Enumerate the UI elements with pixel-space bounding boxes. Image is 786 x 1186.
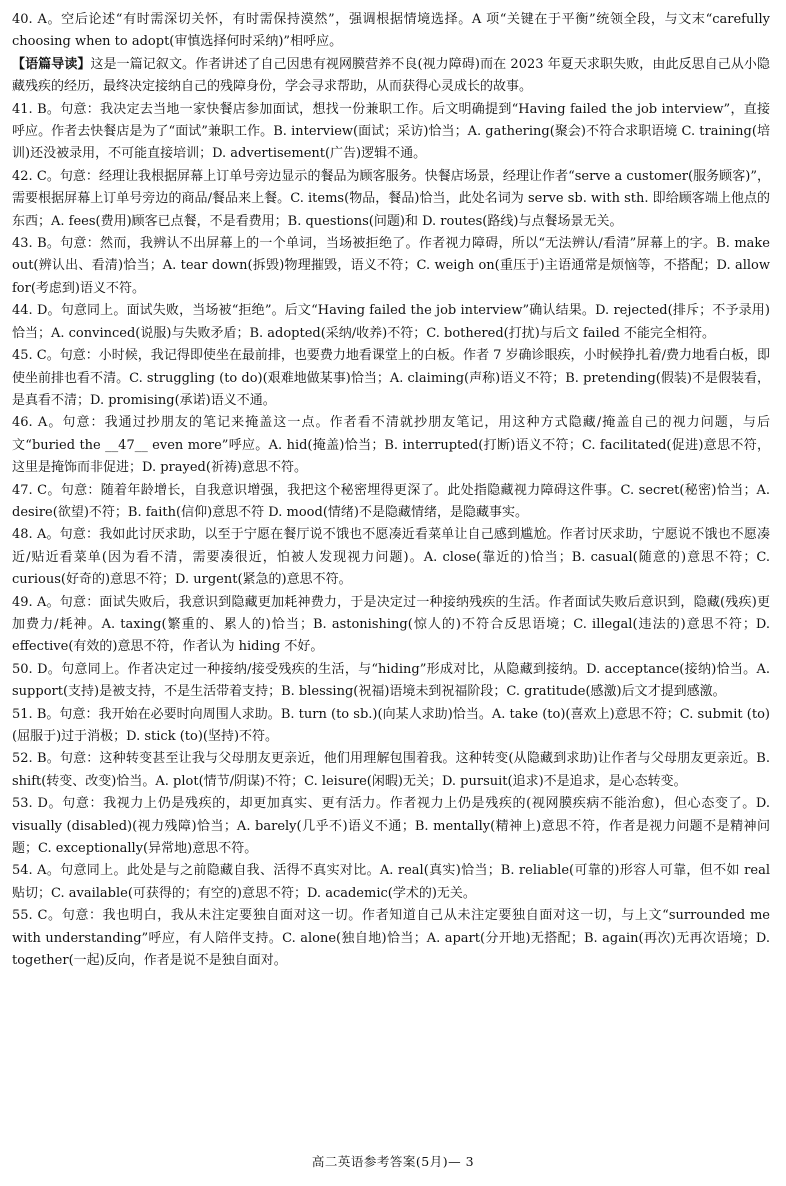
answer-41: 41. B。句意：我决定去当地一家快餐店参加面试，想找一份兼职工作。后文明确提到“Having failed the job interview”，直接呼应。作者去快餐店是为了“面试”兼职工作。B. interview(面试；采访)恰当；A. gathering(聚会)不符合求职语境 C. training(培训)还没被录用，不可能直接培训；D. advertisement(广告)逻辑不通。 [12,101,770,162]
answer-40: 40. A。空后论述“有时需深切关怀，有时需保持漠然”，强调根据情境选择。A 项“关键在于平衡”统领全段，与文末“carefully choosing when to adopt(审慎选择何时采纳)”相呼应。 [12,12,770,50]
answer-43: 43. B。句意：然而，我辨认不出屏幕上的一个单词，当场被拒绝了。作者视力障碍，所以“无法辨认/看清”屏幕上的字。B. make out(辨认出、看清)恰当；A. tear down(拆毁)物理摧毁，语义不符；C. weigh on(重压于)主语通常是烦恼等，不搭配；D. allow for(考虑到)语义不符。 [12,236,770,296]
answer-54: 54. A。句意同上。此处是与之前隐藏自我、活得不真实对比。A. real(真实)恰当；B. reliable(可靠的)形容人可靠，但不如 real 贴切；C. available(可获得的；有空的)意思不符；D. academic(学术的)无关。 [12,863,770,901]
guide-text: 这是一篇记叙文。作者讲述了自己因患有视网膜营养不良(视力障碍)而在 2023 年夏天求职失败，由此反思自己从小隐藏残疾的经历，最终决定接纳自己的残障身份，学会寻求帮助，从而获得心灵成长的故事。 [12,56,770,95]
answer-52: 52. B。句意：这种转变甚至让我与父母朋友更亲近，他们用理解包围着我。这种转变(从隐藏到求助)让作者与父母朋友更亲近。B. shift(转变、改变)恰当。A. plot(情节/阴谋)不符；C. leisure(闲暇)无关；D. pursuit(追求)不是追求，是心态转变。 [12,751,770,789]
answer-46: 46. A。句意：我通过抄朋友的笔记来掩盖这一点。作者看不清就抄朋友笔记，用这种方式隐藏/掩盖自己的视力问题，与后文“buried the __47__ even more”呼应。A. hid(掩盖)恰当；B. interrupted(打断)语义不符；C. facilitated(促进)意思不符，这里是掩饰而非促进；D. prayed(祈祷)意思不符。 [12,415,770,476]
page-footer: 高二英语参考答案(5月)— 3 [311,1154,475,1169]
answer-53: 53. D。句意：我视力上仍是残疾的，却更加真实、更有活力。作者视力上仍是残疾的(视网膜疾病不能治愈)，但心态变了。D. visually (disabled)(视力残障)恰当；A. barely(几乎不)语义不通；B. mentally(精神上)意思不符，作者是视力问题不是精神问题；C. exceptionally(异常地)意思不符。 [12,796,770,857]
answer-51: 51. B。句意：我开始在必要时向周围人求助。B. turn (to sb.)(向某人求助)恰当。A. take (to)(喜欢上)意思不符；C. submit (to)(屈服于)过于消极；D. stick (to)(坚持)不符。 [12,706,770,744]
answer-42: 42. C。句意：经理让我根据屏幕上订单号旁边显示的餐品为顾客服务。快餐店场景，经理让作者“serve a customer(服务顾客)”，需要根据屏幕上订单号旁边的商品/餐品来上餐。C. items(物品，餐品)恰当，此处名词为 serve sb. with sth. 即给顾客端上他点的东西；A. fees(费用)顾客已点餐，不是看费用；B. questions(问题)和 D. routes(路线)与点餐场景无关。 [12,168,770,229]
guide-tag: 【语篇导读】 [12,56,91,72]
answer-49: 49. A。句意：面试失败后，我意识到隐藏更加耗神费力，于是决定过一种接纳残疾的生活。作者面试失败后意识到，隐藏(残疾)更加费力/耗神。A. taxing(繁重的、累人的)恰当；B. astonishing(惊人的)不符合反思语境；C. illegal(违法的)意思不符；D. effective(有效的)意思不符，作者认为 hiding 不好。 [12,594,770,655]
answer-50: 50. D。句意同上。作者决定过一种接纳/接受残疾的生活，与“hiding”形成对比，从隐藏到接纳。D. acceptance(接纳)恰当。A. support(支持)是被支持，不是生活带着支持；B. blessing(祝福)语境未到祝福阶段；C. gratitude(感激)后文才提到感激。 [12,661,770,700]
answer-48: 48. A。句意：我如此讨厌求助，以至于宁愿在餐厅说不饿也不愿凑近看菜单让自己感到尴尬。作者讨厌求助，宁愿说不饿也不愿凑近/贴近看菜单(因为看不清，需要凑很近，怕被人发现视力问题)。A. close(靠近的)恰当；B. casual(随意的)意思不符；C. curious(好奇的)意思不符；D. urgent(紧急的)意思不符。 [12,527,770,588]
answer-47: 47. C。句意：随着年龄增长，自我意识增强，我把这个秘密埋得更深了。此处指隐藏视力障碍这件事。C. secret(秘密)恰当；A. desire(欲望)不符；B. faith(信仰)意思不符 D. mood(情绪)不是隐藏情绪，是隐藏事实。 [12,482,770,520]
passage-guide [12,54,770,99]
answer-45: 45. C。句意：小时候，我记得即使坐在最前排，也要费力地看课堂上的白板。作者 7 岁确诊眼疾，小时候挣扎着/费力地看白板，即使坐前排也看不清。C. struggling (to do)(艰难地做某事)恰当；A. claiming(声称)语义不符；B. pretending(假装)不是假装看，是真看不清；D. promising(承诺)语义不通。 [12,348,770,408]
answer-44: 44. D。句意同上。面试失败，当场被“拒绝”。后文“Having failed the job interview”确认结果。D. rejected(排斥；不予录用)恰当；A. convinced(说服)与失败矛盾；B. adopted(采纳/收养)不符；C. bothered(打扰)与后文 failed 不能完全相符。 [12,303,770,341]
answer-55: 55. C。句意：我也明白，我从未注定要独自面对这一切。作者知道自己从未注定要独自面对这一切，与上文“surrounded me with understanding”呼应，有人陪伴支持。C. alone(独自地)恰当；A. apart(分开地)无搭配；B. again(再次)无再次语境；D. together(一起)反向，作者是说不是独自面对。 [12,908,770,969]
